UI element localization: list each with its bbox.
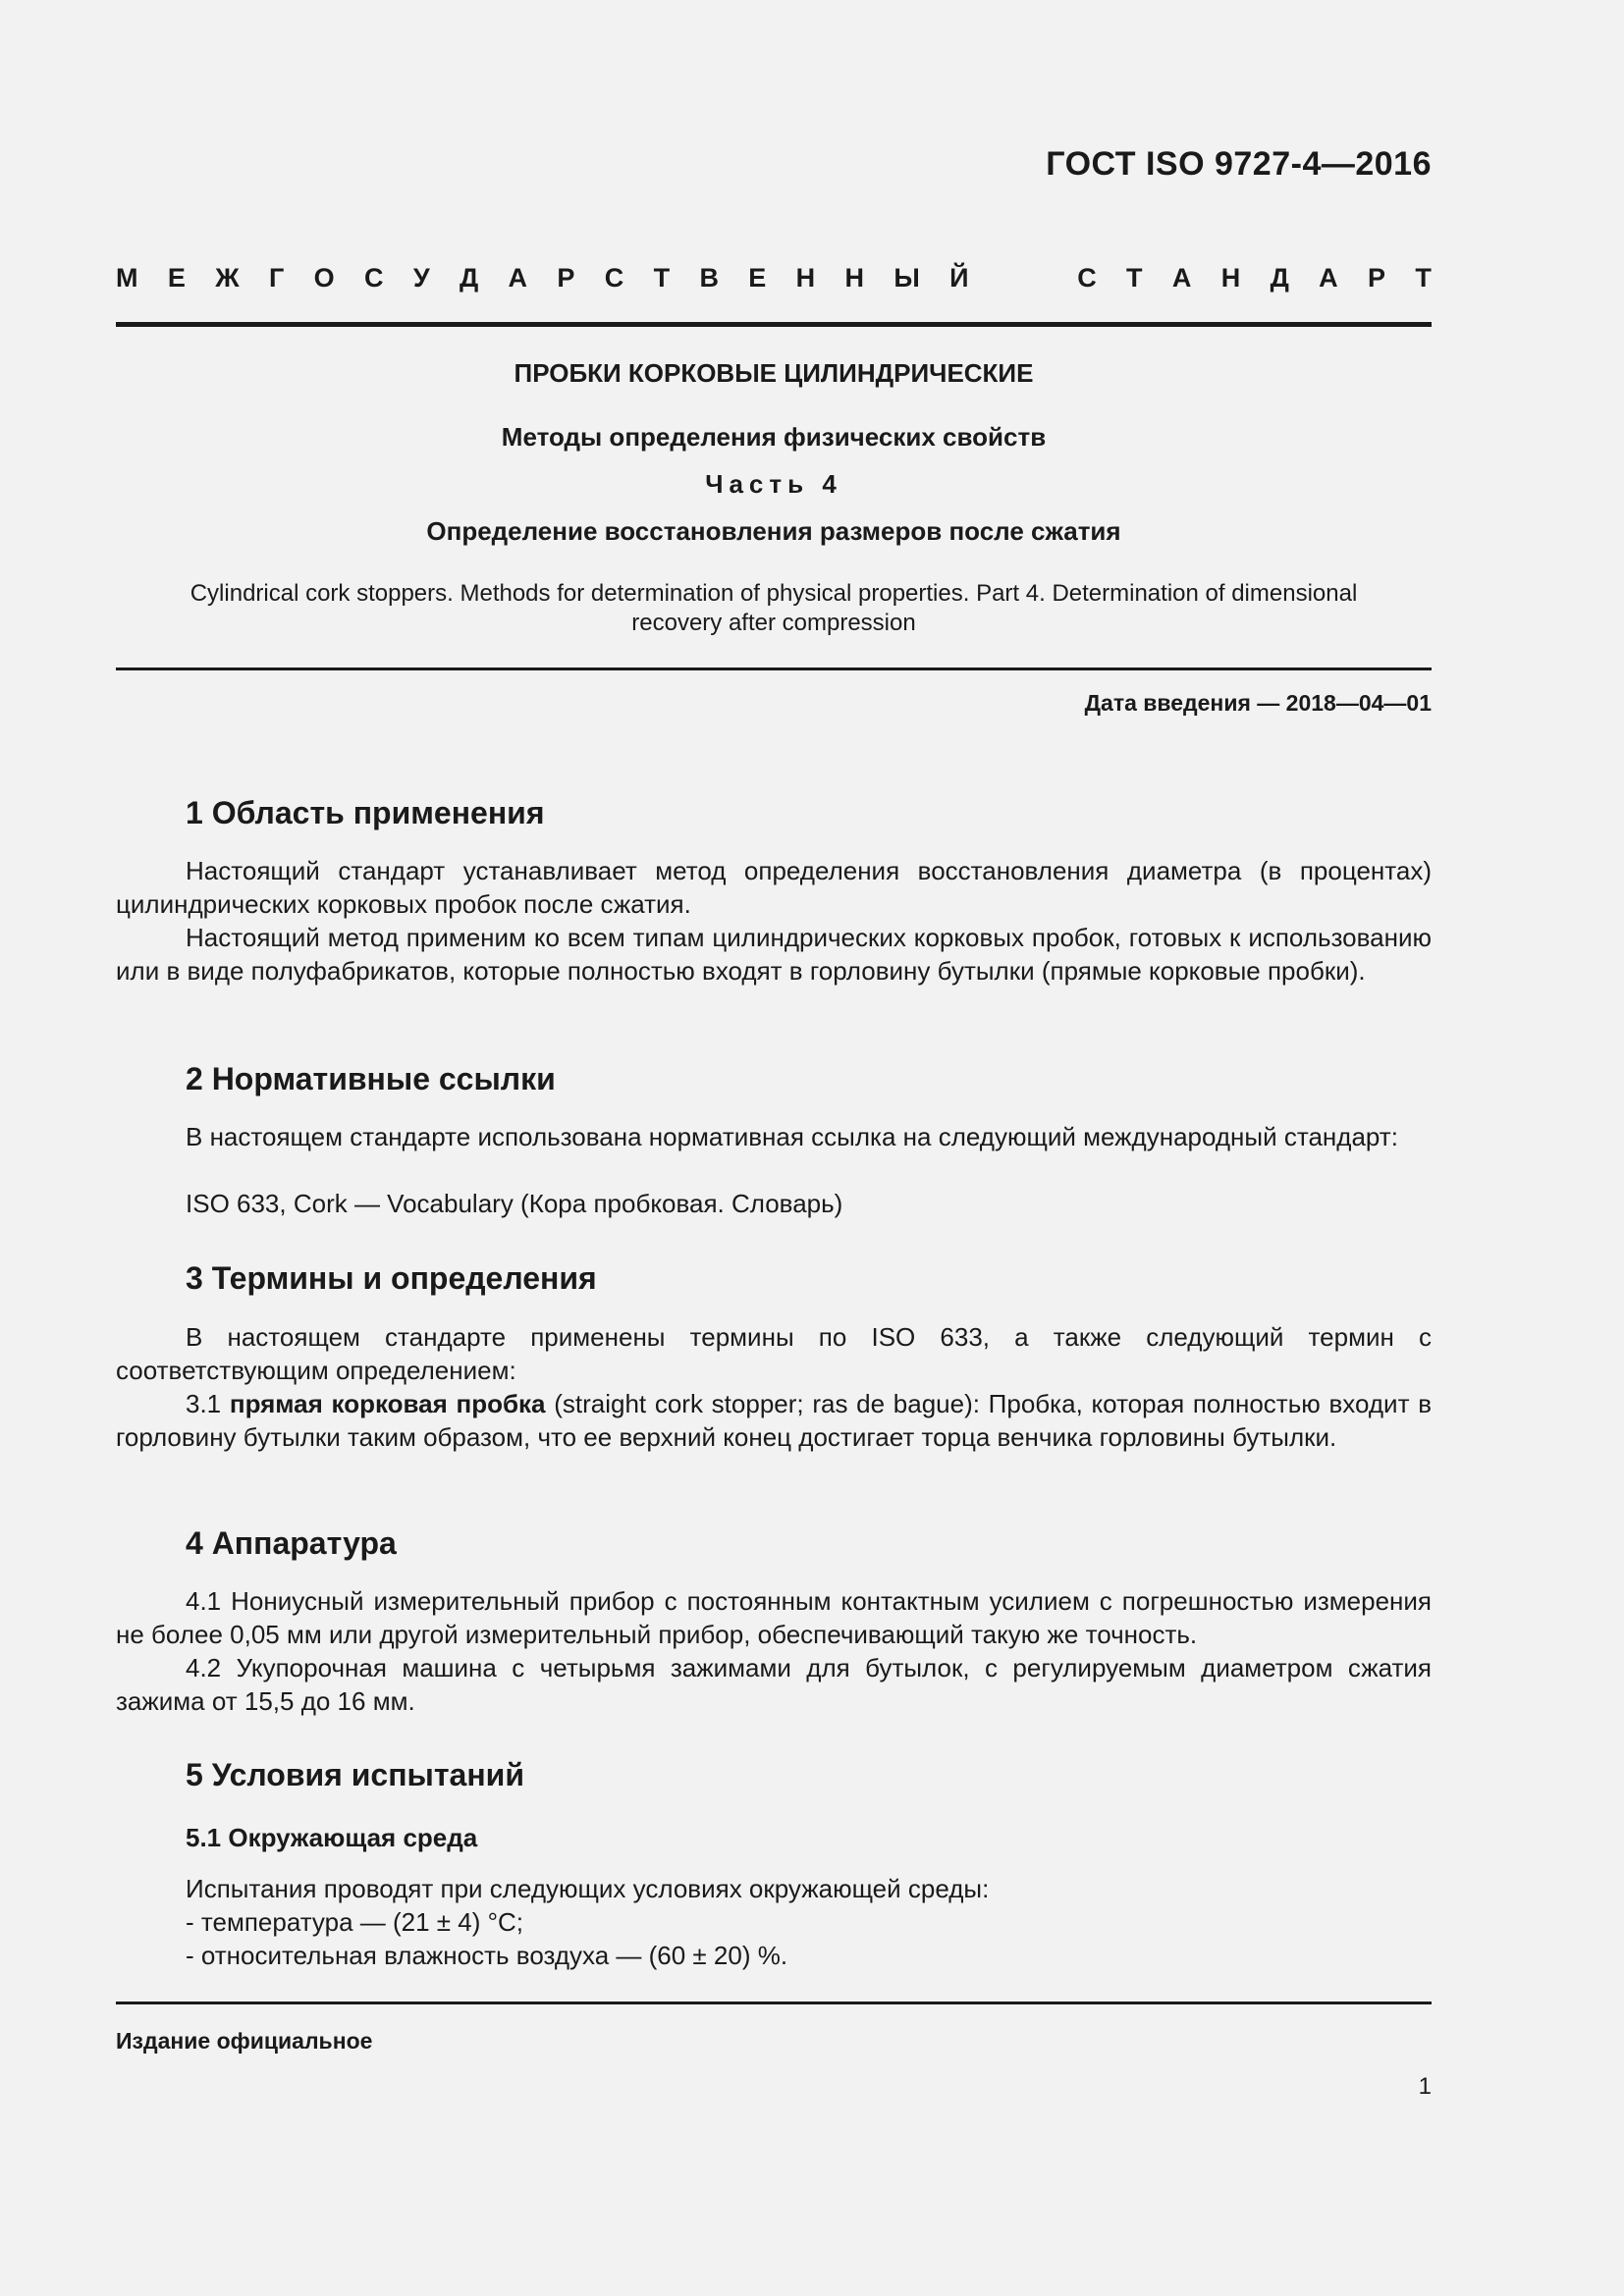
banner-letter: Ж (215, 263, 240, 293)
section-1-paragraph-1: Настоящий стандарт устанавливает метод определения восстановления диаметра (в процентах) цилиндрических корковых пробок после сжатия. (116, 856, 1432, 919)
banner-letter: А (1319, 263, 1338, 293)
banner-letter: М (116, 263, 138, 293)
banner-letter: Т (653, 263, 671, 293)
section-5-temperature: - температура — (21 ± 4) °C; (186, 1907, 524, 1937)
banner-letter: Т (1415, 263, 1432, 293)
section-5-heading: 5 Условия испытаний (186, 1757, 524, 1792)
banner-letter: Р (1368, 263, 1386, 293)
banner-letter: А (508, 263, 528, 293)
term-name: прямая корковая пробка (229, 1389, 546, 1418)
banner-letter: Н (1220, 263, 1241, 293)
banner-letter: Д (459, 263, 479, 293)
banner-letter: В (699, 263, 719, 293)
banner-letter: Р (557, 263, 575, 293)
banner-letter: Н (795, 263, 816, 293)
term-text: (straight cork stopper; ras de bague): Пробка, которая полностью входит в горловину бутылки таким образом, что ее верхний конец достигает торца венчика горловины бутылки. (116, 1389, 1433, 1452)
section-4-item-2: 4.2 Укупорочная машина с четырьмя зажимами для бутылок, с регулируемым диаметром сжатия зажима от 15,5 до 16 мм. (116, 1653, 1432, 1716)
title-divider (116, 667, 1432, 670)
banner-letter: Н (844, 263, 864, 293)
banner-letter: С (363, 263, 384, 293)
banner-letter: Е (748, 263, 767, 293)
section-1-heading: 1 Область применения (186, 795, 545, 830)
document-part: Часть 4 (705, 469, 842, 499)
english-title (116, 579, 1432, 638)
banner-letter: Й (949, 263, 969, 293)
banner-letter: У (412, 263, 430, 293)
section-4-item-1: 4.1 Нониусный измерительный прибор с постоянным контактным усилием с погрешностью измерения не более 0,05 мм или другой измерительный прибор, обеспечивающий такую же точность. (116, 1586, 1432, 1649)
section-2-reference: ISO 633, Cork — Vocabulary (Кора пробковая. Словарь) (186, 1189, 843, 1218)
section-5-paragraph-1: Испытания проводят при следующих условиях окружающей среды: (186, 1874, 990, 1903)
section-2-heading: 2 Нормативные ссылки (186, 1061, 556, 1096)
top-divider (116, 322, 1432, 327)
banner-letter: Т (1126, 263, 1143, 293)
section-3-term-definition (116, 1387, 1432, 1454)
interstate-standard-banner (116, 263, 1432, 294)
banner-letter: Е (167, 263, 186, 293)
banner-letter: Ы (893, 263, 920, 293)
document-code: ГОСТ ISO 9727-4—2016 (1046, 145, 1432, 183)
section-4-heading: 4 Аппаратура (186, 1525, 397, 1561)
section-5-1-heading: 5.1 Окружающая среда (186, 1823, 478, 1852)
english-title-line2: recovery after compression (631, 610, 916, 636)
english-title-line1: Cylindrical cork stoppers. Methods for determination of physical properties. Part 4. Determination of dimensional (189, 580, 1358, 607)
banner-letter: О (313, 263, 335, 293)
document-title: ПРОБКИ КОРКОВЫЕ ЦИЛИНДРИЧЕСКИЕ (514, 358, 1034, 388)
section-3-paragraph-1: В настоящем стандарте применены термины по ISO 633, а также следующий термин с соответствующим определением: (116, 1322, 1432, 1385)
official-edition-label: Издание официальное (116, 2028, 373, 2054)
document-methods-title: Методы определения физических свойств (501, 422, 1047, 452)
section-5-humidity: - относительная влажность воздуха — (60 ± 20) %. (186, 1941, 788, 1970)
banner-letter: С (1077, 263, 1097, 293)
banner-letter: С (604, 263, 624, 293)
banner-letter: Г (268, 263, 285, 293)
section-3-heading: 3 Термины и определения (186, 1260, 597, 1296)
section-2-paragraph-1: В настоящем стандарте использована нормативная ссылка на следующий международный стандарт: (186, 1122, 1398, 1151)
document-subject: Определение восстановления размеров после сжатия (426, 516, 1121, 546)
banner-letter: А (1171, 263, 1192, 293)
footer-divider (116, 2002, 1432, 2004)
page-number: 1 (1418, 2073, 1432, 2100)
section-1-paragraph-2: Настоящий метод применим ко всем типам цилиндрических корковых пробок, готовых к использованию или в виде полуфабрикатов, которые полностью входят в горловину бутылки (прямые корковые пробки). (116, 923, 1432, 986)
term-number: 3.1 (186, 1389, 222, 1418)
banner-letter: Д (1270, 263, 1289, 293)
introduction-date: Дата введения — 2018—04—01 (1084, 690, 1432, 716)
banner-gap (999, 263, 1048, 294)
